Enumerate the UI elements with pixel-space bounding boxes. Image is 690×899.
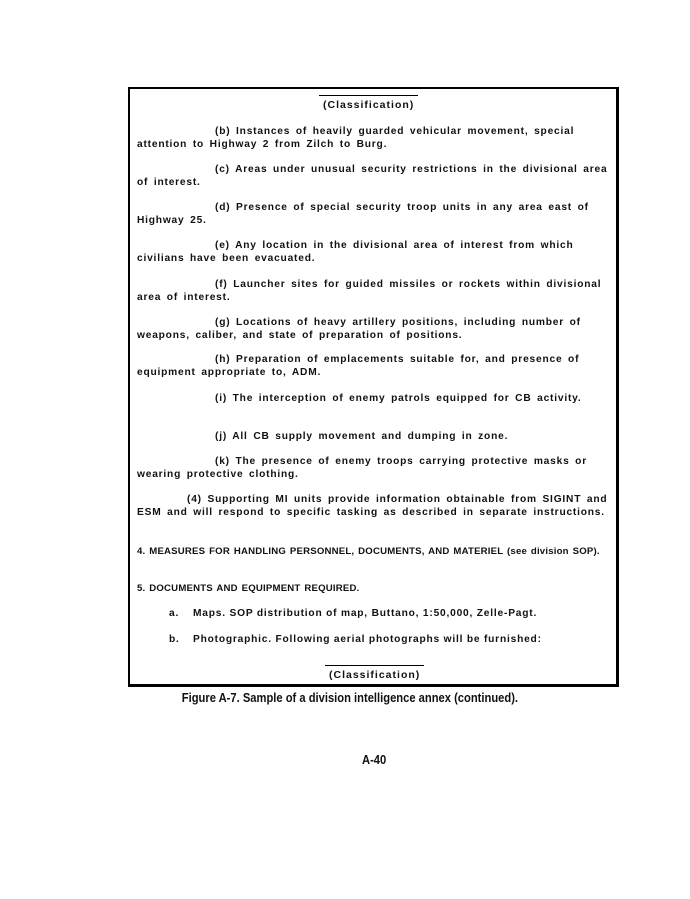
item-a-label: a. <box>169 608 180 619</box>
item-a <box>169 608 537 619</box>
paragraph-j: (j) All CB supply movement and dumping in zone. <box>215 431 509 442</box>
section-5-heading: 5. DOCUMENTS AND EQUIPMENT REQUIRED. <box>137 583 360 594</box>
page-number: A-40 <box>362 752 387 767</box>
paragraph-f: (f) Launcher sites for guided missiles or rockets within divisional area of interest. <box>137 279 602 303</box>
paragraph-e: (e) Any location in the divisional area of interest from which civilians have been evacuated. <box>137 240 574 264</box>
classification-bottom: (Classification) <box>329 669 421 681</box>
paragraph-k: (k) The presence of enemy troops carrying protective masks or wearing protective clothing. <box>137 456 587 480</box>
paragraph-i: (i) The interception of enemy patrols equipped for CB activity. <box>215 393 582 404</box>
item-b <box>169 634 542 645</box>
section-4-heading: 4. MEASURES FOR HANDLING PERSONNEL, DOCUMENTS, AND MATERIEL (see division SOP). <box>137 546 600 557</box>
paragraph-4: (4) Supporting MI units provide information obtainable from SIGINT and ESM and will respond to specific tasking as described in separate instructions. <box>137 494 608 518</box>
paragraph-g: (g) Locations of heavy artillery positions, including number of weapons, caliber, and state of preparation of positions. <box>137 317 581 341</box>
item-b-label: b. <box>169 634 180 645</box>
paragraph-b: (b) Instances of heavily guarded vehicular movement, special attention to Highway 2 from Zilch to Burg. <box>137 126 575 150</box>
paragraph-d: (d) Presence of special security troop units in any area east of Highway 25. <box>137 202 589 226</box>
paragraph-h: (h) Preparation of emplacements suitable for, and presence of equipment appropriate to, ADM. <box>137 354 580 378</box>
item-a-text: Maps. SOP distribution of map, Buttano, 1:50,000, Zelle-Pagt. <box>193 608 538 619</box>
figure-caption: Figure A-7. Sample of a division intelligence annex (continued). <box>181 690 519 705</box>
paragraph-c: (c) Areas under unusual security restrictions in the divisional area of interest. <box>137 164 608 188</box>
item-b-text: Photographic. Following aerial photographs will be furnished: <box>193 634 542 645</box>
classification-top: (Classification) <box>323 99 415 111</box>
